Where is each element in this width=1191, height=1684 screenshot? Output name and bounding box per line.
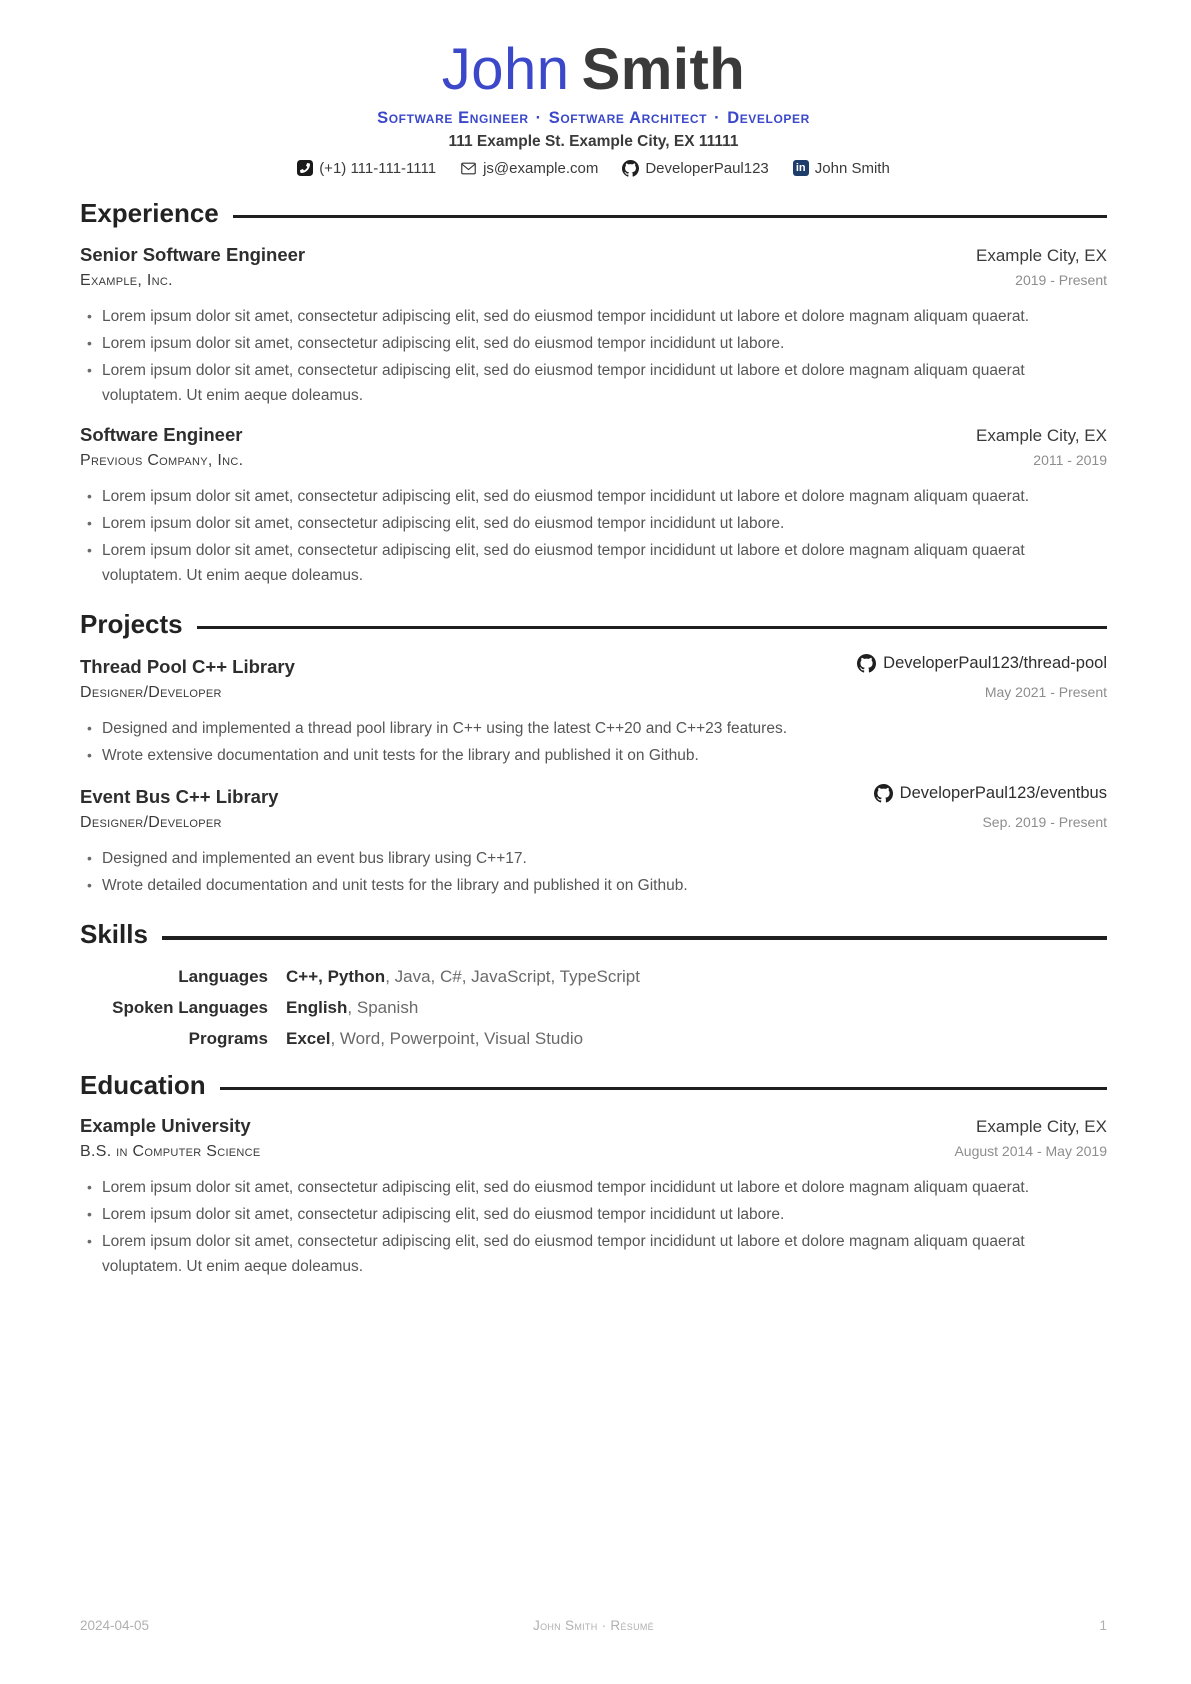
- project-title: Thread Pool C++ Library: [80, 656, 295, 678]
- skill-values: C++, Python, Java, C#, JavaScript, TypeScript: [286, 966, 640, 986]
- job-bullet: • Lorem ipsum dolor sit amet, consectetur adipiscing elit, sed do eiusmod tempor incididunt ut labore et dolore magnam aliquam quaerat.: [80, 484, 1107, 509]
- experience-section-header: [80, 199, 1107, 228]
- experience-section-title: Experience: [80, 197, 219, 228]
- education-bullet: • Lorem ipsum dolor sit amet, consectetur adipiscing elit, sed do eiusmod tempor incididunt ut labore et dolore magnam aliquam quaerat.: [80, 1175, 1107, 1200]
- job-bullet: • Lorem ipsum dolor sit amet, consectetur adipiscing elit, sed do eiusmod tempor incididunt ut labore et dolore magnam aliquam quaerat voluptatem. Ut enim aeque doleamus.: [80, 538, 1107, 588]
- linkedin-icon: in: [793, 160, 809, 176]
- first-name: John: [441, 37, 570, 102]
- experience-entry: [80, 244, 1107, 408]
- project-bullet: • Designed and implemented an event bus library using C++17.: [80, 846, 1107, 871]
- project-role: Designer/Developer: [80, 814, 222, 832]
- education-section-header: [80, 1071, 1107, 1100]
- github-icon: [857, 654, 876, 673]
- phone-contact[interactable]: [297, 160, 436, 177]
- tagline-role-3: Developer: [727, 108, 810, 127]
- projects-section-title: Projects: [80, 608, 183, 639]
- skill-label: Languages: [178, 966, 268, 986]
- full-name: [80, 38, 1107, 103]
- project-dates: Sep. 2019 - Present: [982, 814, 1107, 831]
- job-location: Example City, EX: [975, 245, 1107, 265]
- education-entry: [80, 1115, 1107, 1279]
- project-bullet-list: [80, 846, 1107, 898]
- contact-row: [80, 160, 1107, 177]
- skill-row: [80, 998, 1107, 1018]
- education-bullet: • Lorem ipsum dolor sit amet, consectetur adipiscing elit, sed do eiusmod tempor incididunt ut labore.: [80, 1202, 1107, 1227]
- project-bullet-list: [80, 716, 1107, 768]
- degree-name: B.S. in Computer Science: [80, 1143, 261, 1161]
- school-location: Example City, EX: [975, 1117, 1107, 1137]
- linkedin-name: John Smith: [814, 159, 890, 177]
- section-rule: [197, 626, 1107, 630]
- skill-label: Programs: [188, 1028, 268, 1048]
- education-bullet-list: [80, 1175, 1107, 1279]
- phone-icon: [297, 160, 313, 176]
- company-name: Example, Inc.: [80, 271, 173, 289]
- email-contact[interactable]: [460, 160, 598, 177]
- skills-table: [80, 967, 1107, 1049]
- footer-date: 2024-04-05: [80, 1618, 150, 1633]
- job-bullet: • Lorem ipsum dolor sit amet, consectetur adipiscing elit, sed do eiusmod tempor incididunt ut labore et dolore magnam aliquam quaerat.: [80, 304, 1107, 329]
- experience-entry: [80, 424, 1107, 588]
- project-title: Event Bus C++ Library: [80, 786, 279, 808]
- footer-page-number: 1: [1099, 1618, 1107, 1633]
- email-address: js@example.com: [483, 159, 599, 177]
- skill-row: [80, 1029, 1107, 1049]
- skill-values: Excel, Word, Powerpoint, Visual Studio: [286, 1028, 584, 1048]
- page-footer: [80, 1618, 1107, 1636]
- job-dates: 2011 - 2019: [1033, 451, 1107, 468]
- footer-title: John Smith · Résumé: [533, 1618, 654, 1633]
- job-title: Senior Software Engineer: [80, 243, 306, 265]
- project-repo-link[interactable]: [874, 784, 1107, 803]
- github-icon: [874, 784, 893, 803]
- skill-values: English, Spanish: [286, 997, 419, 1017]
- project-bullet: • Wrote extensive documentation and unit tests for the library and published it on Github.: [80, 743, 1107, 768]
- job-bullet: • Lorem ipsum dolor sit amet, consectetur adipiscing elit, sed do eiusmod tempor incididunt ut labore.: [80, 331, 1107, 356]
- last-name: Smith: [581, 37, 746, 102]
- section-rule: [162, 936, 1107, 940]
- skills-section-title: Skills: [80, 919, 148, 950]
- job-title: Software Engineer: [80, 423, 243, 445]
- email-icon: [460, 160, 477, 177]
- github-username: DeveloperPaul123: [645, 159, 769, 177]
- project-repo-name: DeveloperPaul123/thread-pool: [883, 654, 1107, 673]
- tagline-separator: ·: [714, 108, 721, 127]
- school-name: Example University: [80, 1115, 251, 1137]
- project-entry: [80, 654, 1107, 768]
- github-contact[interactable]: [622, 160, 768, 177]
- skill-row: [80, 967, 1107, 987]
- education-bullet: • Lorem ipsum dolor sit amet, consectetur adipiscing elit, sed do eiusmod tempor incididunt ut labore et dolore magnam aliquam quaerat voluptatem. Ut enim aeque doleamus.: [80, 1229, 1107, 1279]
- phone-number: (+1) 111-111-1111: [319, 159, 437, 177]
- tagline-role-1: Software Engineer: [377, 108, 529, 127]
- skills-section-header: [80, 920, 1107, 949]
- tagline-separator: ·: [535, 108, 542, 127]
- section-rule: [233, 215, 1107, 219]
- job-bullet: • Lorem ipsum dolor sit amet, consectetur adipiscing elit, sed do eiusmod tempor incididunt ut labore.: [80, 511, 1107, 536]
- project-bullet: • Wrote detailed documentation and unit tests for the library and published it on Github.: [80, 873, 1107, 898]
- header: [80, 38, 1107, 177]
- skill-label: Spoken Languages: [112, 997, 268, 1017]
- job-location: Example City, EX: [975, 425, 1107, 445]
- company-name: Previous Company, Inc.: [80, 451, 244, 469]
- github-icon: [622, 160, 639, 177]
- project-entry: [80, 784, 1107, 898]
- linkedin-contact[interactable]: [793, 160, 890, 177]
- tagline: [80, 109, 1107, 128]
- job-bullet-list: [80, 304, 1107, 408]
- project-bullet: • Designed and implemented a thread pool library in C++ using the latest C++20 and C++23 features.: [80, 716, 1107, 741]
- section-rule: [220, 1087, 1107, 1091]
- project-repo-link[interactable]: [857, 654, 1107, 673]
- project-dates: May 2021 - Present: [984, 684, 1107, 701]
- education-dates: August 2014 - May 2019: [954, 1143, 1107, 1160]
- project-repo-name: DeveloperPaul123/eventbus: [899, 784, 1107, 803]
- job-dates: 2019 - Present: [1015, 271, 1107, 288]
- education-section-title: Education: [80, 1069, 206, 1100]
- job-bullet: • Lorem ipsum dolor sit amet, consectetur adipiscing elit, sed do eiusmod tempor incididunt ut labore et dolore magnam aliquam quaerat voluptatem. Ut enim aeque doleamus.: [80, 358, 1107, 408]
- address-line: 111 Example St. Example City, EX 11111: [448, 132, 739, 150]
- job-bullet-list: [80, 484, 1107, 588]
- tagline-role-2: Software Architect: [548, 108, 708, 127]
- projects-section-header: [80, 610, 1107, 639]
- project-role: Designer/Developer: [80, 684, 222, 702]
